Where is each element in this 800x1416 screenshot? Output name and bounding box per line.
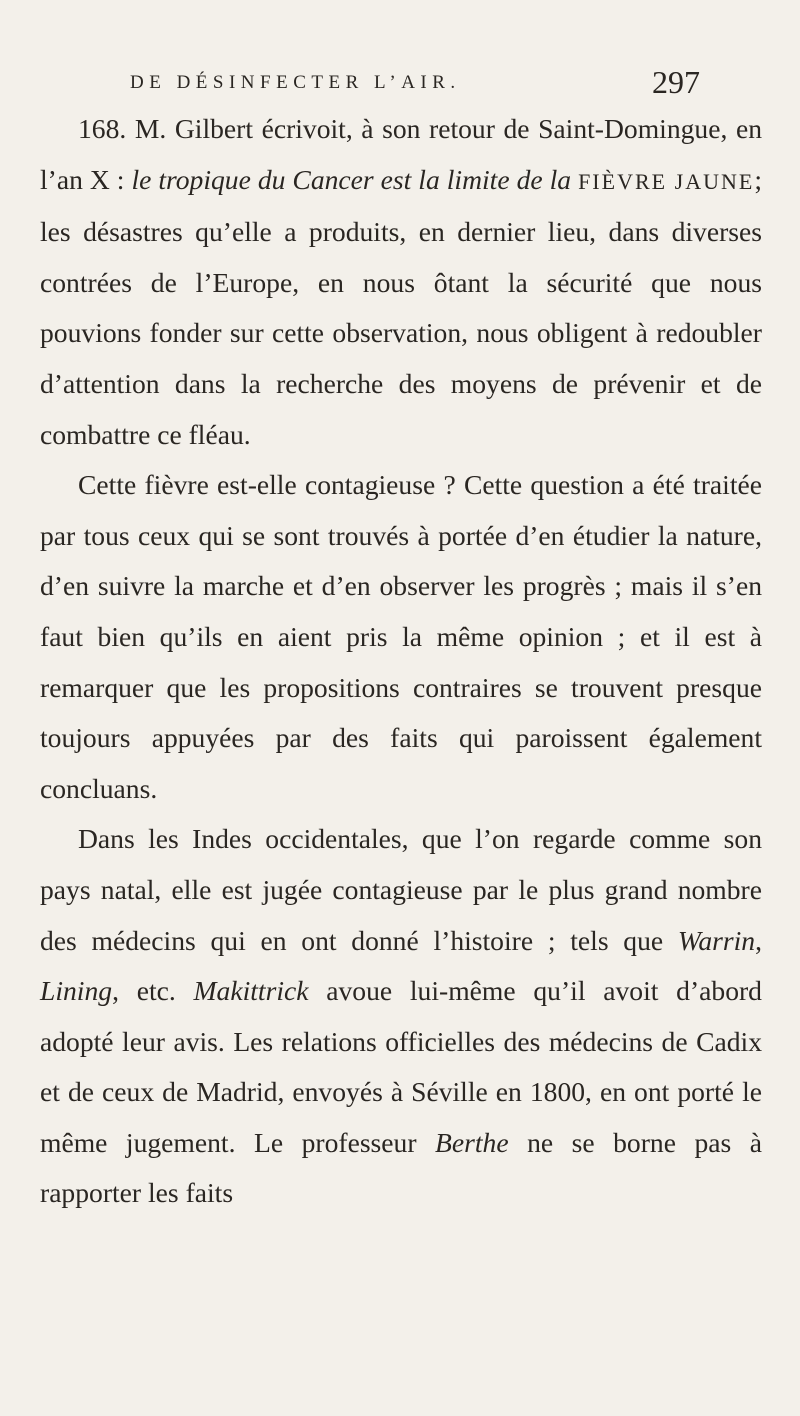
- text-segment: Cette fièvre est-elle contagieuse ? Cette question a été traitée par tous ceux qui se sont trouvés à portée d’en étudier la nature, d’en suivre la marche et d’en observer les progrès ; mais il s’en faut bien qu’ils en aient pris la même opinion ; et il est à remarquer que les propositions contraires se trouvent presque toujours appuyées par des faits qui paroissent également concluans.: [40, 469, 762, 804]
- text-segment: 168. M. Gilbert écrivoit, à son retour de Saint-Domingue, en l’an X :: [40, 113, 762, 195]
- paragraph-3: [40, 814, 762, 1219]
- paragraph-2: [40, 460, 762, 814]
- page-number: 297: [652, 64, 700, 100]
- text-segment: avoue lui-même qu’il avoit d’abord adopté leur avis. Les relations officielles des médecins de Cadix et de ceux de Madrid, envoyés à Séville en 1800, en ont porté le même jugement. Le professeur: [40, 975, 762, 1158]
- running-head: [130, 64, 700, 104]
- italic-segment: Warrin: [677, 924, 756, 956]
- italic-segment: Berthe: [435, 1126, 509, 1158]
- body-text: [40, 104, 762, 1219]
- text-segment: Dans les Indes occidentales, que l’on regarde comme son pays natal, elle est jugée contagieuse par le plus grand nombre des médecins qui en ont donné l’histoire ; tels que: [40, 823, 762, 956]
- italic-segment: Makittrick: [193, 975, 309, 1007]
- text-segment: , etc.: [112, 975, 194, 1007]
- italic-segment: Lining: [40, 975, 113, 1007]
- text-segment: ,: [755, 924, 762, 956]
- running-title: DE DÉSINFECTER L’AIR.: [130, 72, 461, 93]
- text-segment: ; les désastres qu’elle a produits, en dernier lieu, dans diverses contrées de l’Europe, en nous ôtant la sécurité que nous pouvions fonder sur cette observation, nous obligent à redoubler d’attention dans la recherche des moyens de prévenir et de combattre ce fléau.: [40, 163, 762, 450]
- smallcaps-segment: FIÈVRE JAUNE: [578, 168, 755, 194]
- italic-segment: le tropique du Cancer est la limite de la: [131, 163, 572, 195]
- paragraph-1: [40, 104, 762, 460]
- text-segment: ne se borne pas à rapporter les faits: [40, 1126, 762, 1209]
- text-segment: [571, 164, 578, 195]
